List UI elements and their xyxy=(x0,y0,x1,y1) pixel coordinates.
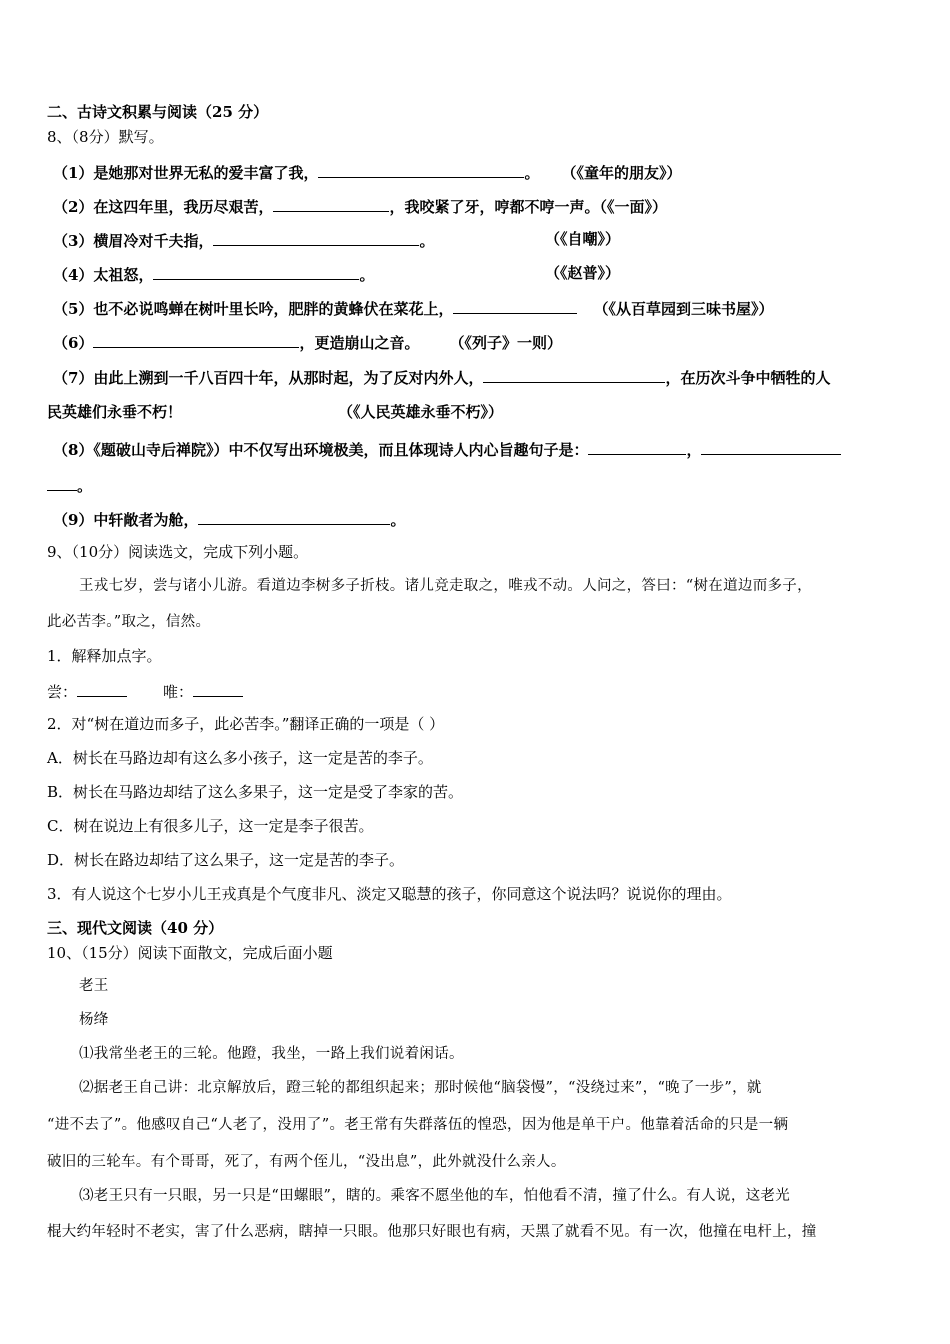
q8-item-8-mid: ， xyxy=(686,441,702,459)
answer-blank[interactable] xyxy=(153,263,359,280)
q9-passage-line-1: 王戎七岁，尝与诸小儿游。看道边李树多子折枝。诸儿竞走取之，唯戎不动。人问之，答曰：“树在道边而多子， xyxy=(79,578,812,594)
q8-item-7 xyxy=(53,366,830,388)
q10-para-3-line-1: ⑶老王只有一只眼，另一只是“田螺眼”，瞎的。乘客不愿坐他的车，怕他看不清，撞了什么。有人说，这老光 xyxy=(79,1188,791,1204)
q8-item-2-post: ，我咬紧了牙，哼都不哼一声。（《一面》） xyxy=(389,198,667,216)
q9-sub1-a-label: 尝： xyxy=(47,683,78,701)
q8-item-3-post: 。 xyxy=(419,232,435,250)
q8-item-7-source: （《人民英雄永垂不朽》） xyxy=(338,403,504,421)
answer-blank[interactable] xyxy=(77,680,127,697)
q10-para-2-line-3: 破旧的三轮车。有个哥哥，死了，有两个侄儿，“没出息”，此外就没什么亲人。 xyxy=(47,1154,566,1170)
q8-item-6-source: （《列子》一则） xyxy=(449,334,562,352)
q9-sub2: 2．对“树在道边而多子，此必苦李。”翻译正确的一项是（ ） xyxy=(47,715,445,733)
q9-sub3: 3．有人说这个七岁小儿王戎真是个气度非凡、淡定又聪慧的孩子，你同意这个说法吗？说说你的理由。 xyxy=(47,885,732,903)
q8-label xyxy=(47,127,164,147)
q8-item-8-post: 。 xyxy=(77,477,93,495)
q8-item-8 xyxy=(53,438,841,460)
q10-title: 老王 xyxy=(79,978,109,994)
q8-item-6-post: ，更造崩山之音。 xyxy=(299,334,420,352)
q8-item-1 xyxy=(53,161,681,183)
answer-blank[interactable] xyxy=(483,366,665,383)
section2-heading: 二、古诗文积累与阅读（25 分） xyxy=(47,103,269,121)
q9-option-b: B．树长在马路边却结了这么多果子，这一定是受了李家的苦。 xyxy=(47,783,464,801)
q10-para-2-line-2: “进不去了”。他感叹自己“人老了，没用了”。老王常有失群落伍的惶恐，因为他是单干户。他靠着活命的只是一辆 xyxy=(47,1117,789,1133)
q8-item-7-cont: 民英雄们永垂不朽！ xyxy=(47,403,183,421)
q8-item-1-text: （1）是她那对世界无私的爱丰富了我， xyxy=(53,164,319,182)
answer-blank[interactable] xyxy=(193,680,243,697)
q8-item-2 xyxy=(53,195,667,217)
q8-item-3 xyxy=(53,229,434,251)
q8-item-9-text: （9）中轩敞者为舱， xyxy=(53,511,199,529)
answer-blank[interactable] xyxy=(198,508,390,525)
q9-label: 9、（10分）阅读选文，完成下列小题。 xyxy=(47,543,309,561)
q8-item-3-source: （《自嘲》） xyxy=(545,230,621,248)
answer-blank[interactable] xyxy=(93,331,299,348)
q8-item-4-post: 。 xyxy=(359,266,375,284)
answer-blank[interactable] xyxy=(273,195,389,212)
q8-item-1-source: （《童年的朋友》） xyxy=(561,164,682,182)
q8-item-9 xyxy=(53,508,405,530)
q10-para-3-line-2: 棍大约年轻时不老实，害了什么恶病，瞎掉一只眼。他那只好眼也有病，天黑了就看不见。有一次，他撞在电杆上，撞 xyxy=(47,1224,817,1240)
q10-label: 10、（15分）阅读下面散文，完成后面小题 xyxy=(47,944,333,962)
q9-option-c: C．树在说边上有很多儿子，这一定是李子很苦。 xyxy=(47,817,374,835)
q10-author: 杨绛 xyxy=(79,1012,109,1028)
q9-sub1-b-label: 唯： xyxy=(163,683,194,701)
q8-item-2-text: （2）在这四年里，我历尽艰苦， xyxy=(53,198,274,216)
q8-item-8-text: （8）《题破山寺后禅院》）中不仅写出环境极美，而且体现诗人内心旨趣句子是： xyxy=(53,441,589,459)
q9-sub1-blanks xyxy=(47,680,243,702)
q10-para-2-line-1: ⑵据老王自己讲：北京解放后，蹬三轮的都组织起来；那时候他“脑袋慢”，“没绕过来”，“晚了一步”，就 xyxy=(79,1080,762,1096)
q8-item-8-cont xyxy=(47,474,92,496)
q8-item-6 xyxy=(53,331,562,353)
q8-item-5 xyxy=(53,297,773,319)
answer-blank[interactable] xyxy=(318,161,524,178)
q8-item-3-text: （3）横眉冷对千夫指， xyxy=(53,232,214,250)
q8-item-5-text: （5）也不必说鸣蝉在树叶里长吟，肥胖的黄蜂伏在菜花上， xyxy=(53,300,454,318)
q8-item-7-text: （7）由此上溯到一千八百四十年，从那时起，为了反对内外人， xyxy=(53,369,484,387)
q8-item-4-text: （4）太祖怒， xyxy=(53,266,154,284)
q8-item-9-post: 。 xyxy=(390,511,406,529)
q8-item-7-post: ，在历次斗争中牺牲的人 xyxy=(665,369,831,387)
answer-blank[interactable] xyxy=(588,438,686,455)
q8-label-text: 8、（8分）默写。 xyxy=(47,128,164,146)
q10-para-1: ⑴我常坐老王的三轮。他蹬，我坐，一路上我们说着闲话。 xyxy=(79,1046,464,1062)
q8-item-1-post: 。 xyxy=(524,164,540,182)
q8-item-6-text: （6） xyxy=(53,334,94,352)
answer-blank[interactable] xyxy=(701,438,841,455)
q9-option-a: A．树长在马路边却有这么多小孩子，这一定是苦的李子。 xyxy=(47,749,433,767)
answer-blank[interactable] xyxy=(47,474,77,491)
answer-blank[interactable] xyxy=(453,297,577,314)
q8-item-4 xyxy=(53,263,374,285)
q8-item-5-source: （《从百草园到三味书屋》） xyxy=(593,300,774,318)
q9-sub1: 1．解释加点字。 xyxy=(47,647,162,665)
section3-heading: 三、现代文阅读（40 分） xyxy=(47,919,224,937)
q9-option-d: D．树长在路边却结了这么果子，这一定是苦的李子。 xyxy=(47,851,405,869)
q8-item-4-source: （《赵普》） xyxy=(545,264,621,282)
q9-passage-line-2: 此必苦李。”取之，信然。 xyxy=(47,614,211,630)
answer-blank[interactable] xyxy=(213,229,419,246)
